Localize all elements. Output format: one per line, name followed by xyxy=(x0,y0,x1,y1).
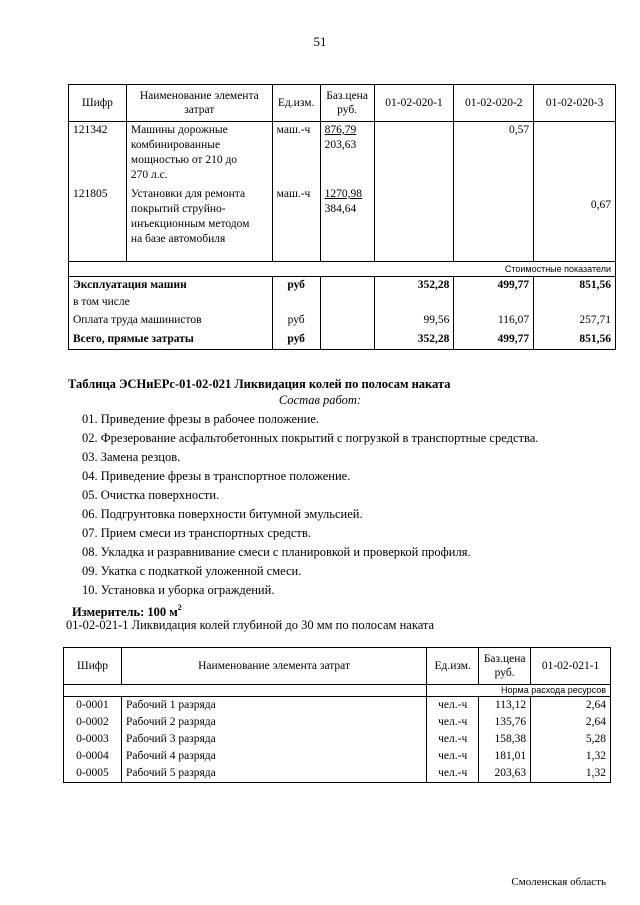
header-base-price: Баз.цена руб. xyxy=(320,85,374,122)
operation-row xyxy=(69,277,616,295)
cell-price: 113,12 xyxy=(479,697,531,715)
cell-value: 1,32 xyxy=(531,765,611,783)
header-col1: 01-02-021-1 xyxy=(531,648,611,685)
table-header-row xyxy=(69,85,616,122)
total-unit: руб xyxy=(272,330,320,350)
name-line: инъекционным методом xyxy=(130,218,250,230)
cell-value-col3 xyxy=(534,122,616,187)
cell-code: 0-0005 xyxy=(64,765,122,783)
price-wages: 384,64 xyxy=(324,203,357,215)
name-line: мощностью от 210 до xyxy=(130,154,238,166)
operation-label: Эксплуатация машин xyxy=(69,277,273,295)
header-unit: Ед.изм. xyxy=(272,85,320,122)
cell-price: 203,63 xyxy=(479,765,531,783)
table-header-row xyxy=(64,648,611,685)
cell-name xyxy=(126,122,272,187)
cell-code: 121805 xyxy=(69,186,127,262)
cell-value: 5,28 xyxy=(531,731,611,748)
cell-name: Рабочий 3 разряда xyxy=(121,731,426,748)
cell-value: 2,64 xyxy=(531,697,611,715)
cell-unit: чел.-ч xyxy=(427,748,479,765)
header-code: Шифр xyxy=(69,85,127,122)
cell-name: Рабочий 4 разряда xyxy=(121,748,426,765)
operation-col3: 851,56 xyxy=(534,277,616,295)
cell-price: 135,76 xyxy=(479,714,531,731)
works-heading: Состав работ: xyxy=(278,393,362,407)
operation-col1: 352,28 xyxy=(374,277,454,295)
name-line: комбинированные xyxy=(130,139,221,151)
header-name: Наименование элемента затрат xyxy=(126,85,272,122)
header-col3: 01-02-020-3 xyxy=(534,85,616,122)
table-row xyxy=(64,765,611,783)
list-item: 08. Укладка и разравнивание смеси с планировкой и проверкой профиля. xyxy=(82,545,471,559)
cell-unit: маш.-ч xyxy=(272,122,320,187)
list-item: 04. Приведение фрезы в транспортное положение. xyxy=(82,469,351,483)
wages-row xyxy=(69,311,616,330)
table-row xyxy=(64,697,611,715)
cell-value: 2,64 xyxy=(531,714,611,731)
operation-price xyxy=(320,277,374,295)
region-footer: Смоленская область xyxy=(511,876,606,888)
including-row xyxy=(69,294,616,311)
table-row xyxy=(64,748,611,765)
norm-row xyxy=(64,685,611,697)
total-col2: 499,77 xyxy=(454,330,534,350)
total-row xyxy=(69,330,616,350)
list-item: 06. Подгрунтовка поверхности битумной эмульсией. xyxy=(82,507,363,521)
name-line: 270 л.с. xyxy=(130,169,168,181)
cell-name xyxy=(126,186,272,262)
name-line: Машины дорожные xyxy=(130,124,228,136)
total-label: Всего, прямые затраты xyxy=(69,330,273,350)
price-wages: 203,63 xyxy=(324,139,357,151)
works-list xyxy=(82,410,538,600)
cell-name: Рабочий 1 разряда xyxy=(121,697,426,715)
norm-label: Норма расхода ресурсов xyxy=(427,685,611,697)
header-name: Наименование элемента затрат xyxy=(121,648,426,685)
operation-unit: руб xyxy=(272,277,320,295)
resource-table-01-02-021 xyxy=(63,647,611,783)
measure-label: Измеритель: 100 м xyxy=(72,605,178,619)
cell-price xyxy=(320,122,374,187)
cell-name: Рабочий 2 разряда xyxy=(121,714,426,731)
cell-value-col1 xyxy=(374,122,454,187)
including-label: в том числе xyxy=(69,294,273,311)
operation-col2: 499,77 xyxy=(454,277,534,295)
header-unit: Ед.изм. xyxy=(427,648,479,685)
cell-name: Рабочий 5 разряда xyxy=(121,765,426,783)
cell-unit: чел.-ч xyxy=(427,697,479,715)
cell-unit: чел.-ч xyxy=(427,765,479,783)
cell-code: 121342 xyxy=(69,122,127,187)
cell-value: 1,32 xyxy=(531,748,611,765)
wages-unit: руб xyxy=(272,311,320,330)
total-col1: 352,28 xyxy=(374,330,454,350)
cost-indicators-label: Стоимостные показатели xyxy=(69,262,616,277)
norm-subtitle: 01-02-021-1 Ликвидация колей глубиной до 30 мм по полосам наката xyxy=(66,618,435,632)
cell-unit: чел.-ч xyxy=(427,714,479,731)
cost-indicators-row xyxy=(69,262,616,277)
list-item: 05. Очистка поверхности. xyxy=(82,488,220,502)
list-item: 01. Приведение фрезы в рабочее положение. xyxy=(82,412,320,426)
wages-col3: 257,71 xyxy=(534,311,616,330)
cell-unit: чел.-ч xyxy=(427,731,479,748)
cell-value-col2: 0,57 xyxy=(454,122,534,187)
cell-price xyxy=(320,186,374,262)
price-total: 1270,98 xyxy=(324,188,363,200)
cell-code: 0-0002 xyxy=(64,714,122,731)
wages-col2: 116,07 xyxy=(454,311,534,330)
header-col1: 01-02-020-1 xyxy=(374,85,454,122)
table-row xyxy=(64,731,611,748)
resource-table-01-02-020 xyxy=(68,84,616,350)
header-col2: 01-02-020-2 xyxy=(454,85,534,122)
name-line: Установки для ремонта xyxy=(130,188,246,200)
wages-label: Оплата труда машинистов xyxy=(69,311,273,330)
list-item: 07. Прием смеси из транспортных средств. xyxy=(82,526,311,540)
measure-superscript: 2 xyxy=(177,603,182,612)
cell-price: 181,01 xyxy=(479,748,531,765)
cell-code: 0-0001 xyxy=(64,697,122,715)
header-code: Шифр xyxy=(64,648,122,685)
table-row xyxy=(64,714,611,731)
price-total: 876,79 xyxy=(324,124,357,136)
header-base-price: Баз.цена руб. xyxy=(479,648,531,685)
list-item: 10. Установка и уборка ограждений. xyxy=(82,583,275,597)
table-row xyxy=(69,186,616,262)
cell-value-col1 xyxy=(374,186,454,262)
list-item: 09. Укатка с подкаткой уложенной смеси. xyxy=(82,564,302,578)
table-row xyxy=(69,122,616,187)
cell-value-col3: 0,67 xyxy=(534,186,616,262)
cell-price: 158,38 xyxy=(479,731,531,748)
page-number: 51 xyxy=(313,34,327,49)
wages-col1: 99,56 xyxy=(374,311,454,330)
cell-unit: маш.-ч xyxy=(272,186,320,262)
list-item: 02. Фрезерование асфальтобетонных покрытий с погрузкой в транспортные средства. xyxy=(82,431,539,445)
cell-code: 0-0003 xyxy=(64,731,122,748)
total-col3: 851,56 xyxy=(534,330,616,350)
name-line: на базе автомобиля xyxy=(130,233,226,245)
name-line: покрытий струйно- xyxy=(130,203,226,215)
list-item: 03. Замена резцов. xyxy=(82,450,181,464)
cell-code: 0-0004 xyxy=(64,748,122,765)
table-title: Таблица ЭСНиЕРс-01-02-021 Ликвидация колей по полосам наката xyxy=(68,377,451,391)
cell-value-col2 xyxy=(454,186,534,262)
